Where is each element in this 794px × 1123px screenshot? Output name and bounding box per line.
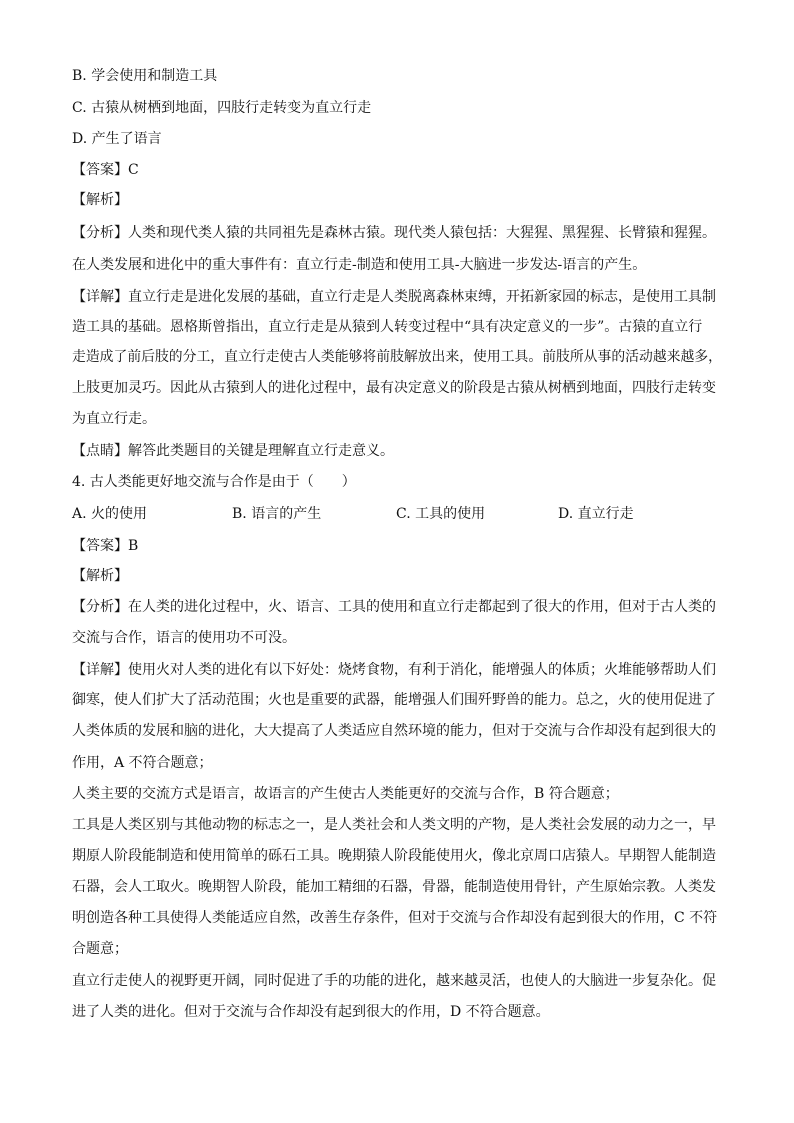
q3-option-b: B. 学会使用和制造工具 [72,68,218,84]
q4-option-a: A. 火的使用 [72,506,148,522]
q4-detail-line: 人类主要的交流方式是语言，故语言的产生使古人类能更好的交流与合作，B 符合题意； [72,786,619,802]
q3-analysis-line: 【分析】人类和现代类人猿的共同祖先是森林古猿。现代类人猿包括：大猩猩、黑猩猩、长臂猿和猩猩。 [72,225,716,241]
q4-option-d: D. 直立行走 [558,506,634,522]
q3-analysis-line: 在人类发展和进化中的重大事件有：直立行走-制造和使用工具-大脑进一步发达-语言的产生。 [72,257,647,273]
q4-option-c: C. 工具的使用 [396,506,486,522]
q4-detail-line: 明创造各种工具使得人类能适应自然，改善生存条件，但对于交流与合作却没有起到很大的作用，C 不符 [72,910,718,926]
q4-analysis-line: 【分析】在人类的进化过程中，火、语言、工具的使用和直立行走都起到了很大的作用，但对于古人类的 [72,599,716,615]
q4-detail-line: 作用，A 不符合题意； [72,755,213,771]
q4-detail-line: 【详解】使用火对人类的进化有以下好处：烧烤食物，有利于消化，能增强人的体质；火堆能够帮助人们 [72,662,716,678]
q4-detail-line: 期原人阶段能制造和使用简单的砾石工具。晚期猿人阶段能使用火，像北京周口店猿人。早期智人能制造 [72,848,716,864]
q4-detail-line: 进了人类的进化。但对于交流与合作却没有起到很大的作用，D 不符合题意。 [72,1004,550,1020]
q4-detail-line: 工具是人类区别与其他动物的标志之一，是人类社会和人类文明的产物，是人类社会发展的动力之一，早 [72,817,716,833]
q3-option-c: C. 古猿从树栖到地面，四肢行走转变为直立行走 [72,100,372,116]
q4-jiexi-heading: 【解析】 [72,568,128,584]
q3-jiexi-heading: 【解析】 [72,192,128,208]
q3-dianjing: 【点睛】解答此类题目的关键是理解直立行走意义。 [72,443,394,459]
q4-option-b: B. 语言的产生 [232,506,322,522]
q4-detail-line: 御寒，使人们扩大了活动范围；火也是重要的武器，能增强人们围歼野兽的能力。总之，火的使用促进了 [72,692,716,708]
q4-detail-line: 石器，会人工取火。晚期智人阶段，能加工精细的石器，骨器，能制造使用骨针，产生原始宗教。人类发 [72,879,716,895]
q4-stem: 4. 古人类能更好地交流与合作是由于（ ） [72,474,356,490]
q4-detail-line: 人类体质的发展和脑的进化，大大提高了人类适应自然环境的能力，但对于交流与合作却没有起到很大的 [72,723,716,739]
q3-detail-line: 走造成了前后肢的分工，直立行走使古人类能够将前肢解放出来，使用工具。前肢所从事的活动越来越多， [72,349,722,365]
q3-option-d: D. 产生了语言 [72,131,162,147]
q3-detail-line: 【详解】直立行走是进化发展的基础，直立行走是人类脱离森林束缚，开拓新家园的标志，是使用工具制 [72,289,716,305]
q3-detail-line: 为直立行走。 [72,411,156,427]
q3-answer: 【答案】C [72,162,139,178]
q4-answer: 【答案】B [72,538,139,554]
q3-detail-line: 造工具的基础。恩格斯曾指出，直立行走是从猿到人转变过程中“具有决定意义的一步”。古猿的直立行 [72,319,703,335]
q4-analysis-line: 交流与合作，语言的使用功不可没。 [72,630,296,646]
q3-detail-line: 上肢更加灵巧。因此从古猿到人的进化过程中，最有决定意义的阶段是古猿从树栖到地面，四肢行走转变 [72,380,716,396]
q4-detail-line: 合题意； [72,941,128,957]
q4-detail-line: 直立行走使人的视野更开阔，同时促进了手的功能的进化，越来越灵活，也使人的大脑进一步复杂化。促 [72,973,716,989]
